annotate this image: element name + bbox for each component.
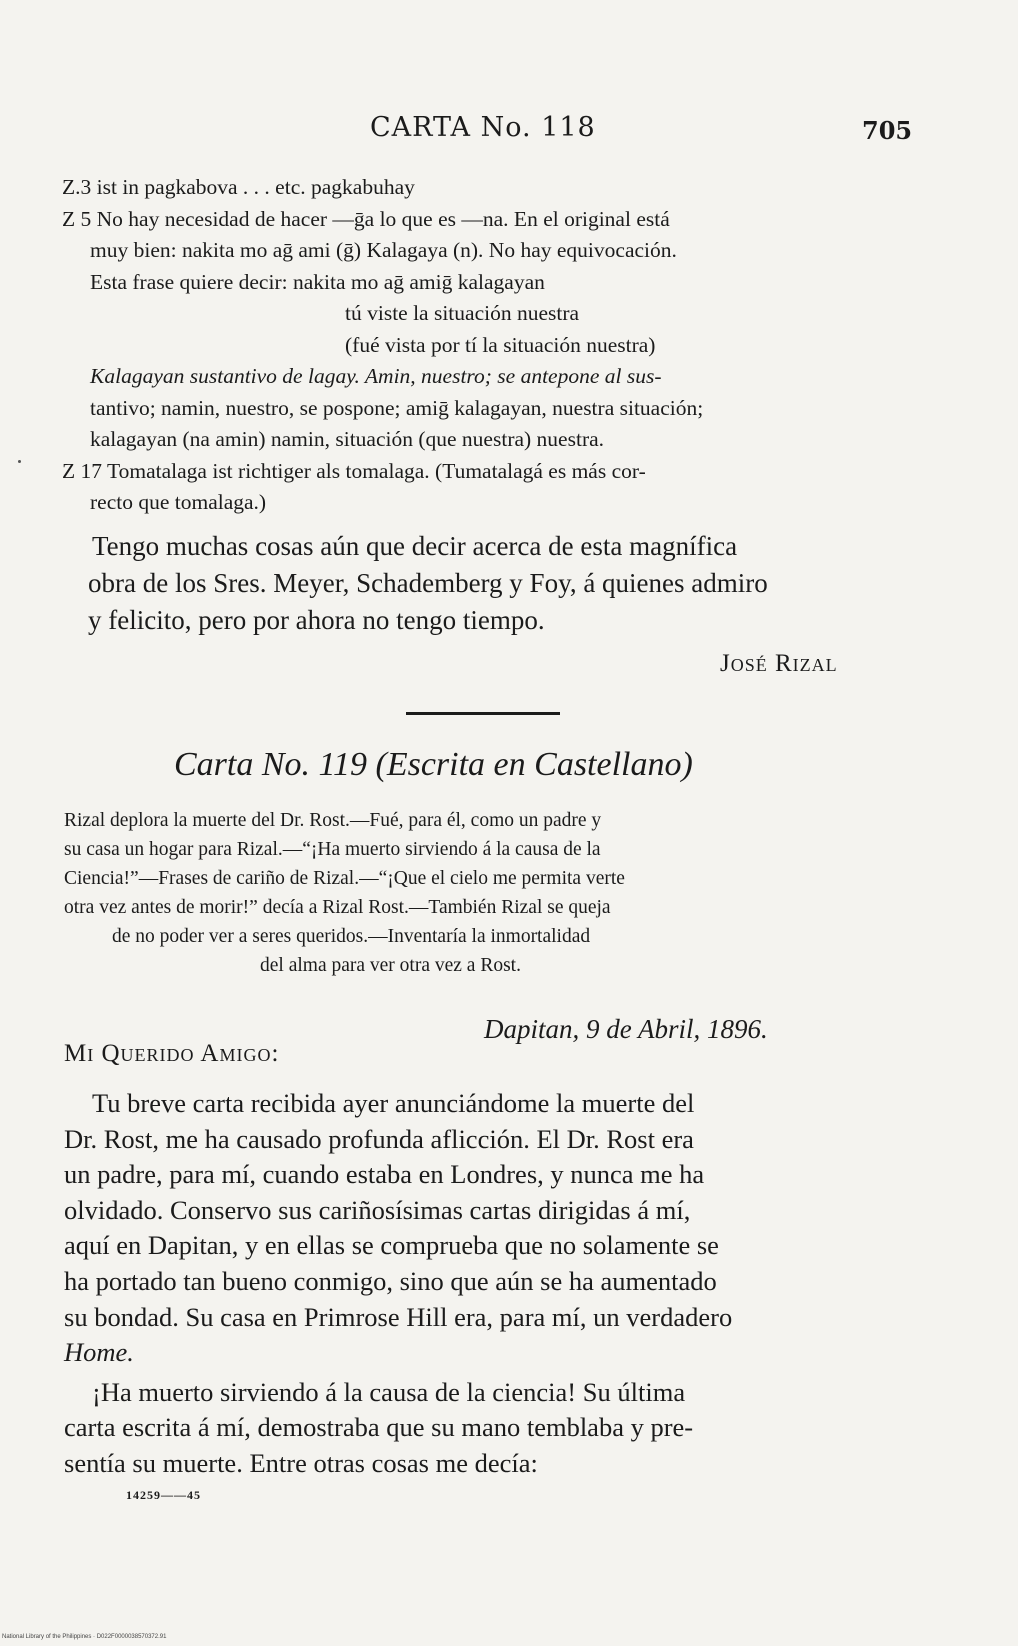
closing-paragraph bbox=[88, 528, 918, 639]
letter-heading: Carta No. 119 (Escrita en Castellano) bbox=[174, 746, 693, 783]
note-line: Esta frase quiere decir: nakita mo aḡ amiḡ kalagayan bbox=[90, 269, 545, 294]
margin-speck bbox=[18, 460, 21, 463]
body-line: sentía su muerte. Entre otras cosas me decía: bbox=[64, 1447, 538, 1478]
dateline: Dapitan, 9 de Abril, 1896. bbox=[484, 1014, 768, 1044]
note-line: (fué vista por tí la situación nuestra) bbox=[345, 332, 656, 357]
summary-line: Ciencia!”—Frases de cariño de Rizal.—“¡Que el cielo me permita verte bbox=[64, 868, 625, 889]
body-line: Dr. Rost, me ha causado profunda aflicción. El Dr. Rost era bbox=[64, 1123, 694, 1154]
body-line: aquí en Dapitan, y en ellas se comprueba que no solamente se bbox=[64, 1230, 719, 1261]
note-line: Z 17 Tomatalaga ist richtiger als tomalaga. (Tumatalagá es más cor- bbox=[62, 458, 646, 483]
note-line: tantivo; namin, nuestro, se pospone; amiḡ kalagayan, nuestra situación; bbox=[90, 395, 704, 420]
note-line: muy bien: nakita mo aḡ ami (ḡ) Kalagaya (n). No hay equivocación. bbox=[90, 238, 677, 262]
section-divider bbox=[406, 712, 560, 715]
letter-summary bbox=[64, 806, 904, 980]
letter-body bbox=[64, 1086, 904, 1482]
footer-credit: National Library of the Philippines · D022F0000038570372.91 bbox=[2, 1634, 167, 1640]
body-line: un padre, para mí, cuando estaba en Londres, y nunca me ha bbox=[64, 1159, 705, 1190]
note-line: tú viste la situación nuestra bbox=[345, 301, 580, 325]
closing-line: Tengo muchas cosas aún que decir acerca de esta magnífica bbox=[92, 531, 738, 561]
body-line: Home. bbox=[64, 1337, 134, 1368]
summary-line: otra vez antes de morir!” decía a Rizal Rost.—También Rizal se queja bbox=[64, 897, 611, 918]
running-head-title: CARTA No. 118 bbox=[370, 112, 596, 143]
running-head bbox=[0, 112, 1018, 152]
note-line: Z.3 ist in pagkabova . . . etc. pagkabuhay bbox=[62, 175, 415, 199]
note-line: kalagayan (na amin) namin, situación (que nuestra) nuestra. bbox=[90, 427, 605, 451]
signature: José Rizal bbox=[720, 650, 838, 677]
body-line: su bondad. Su casa en Primrose Hill era, para mí, un verdadero bbox=[64, 1301, 733, 1332]
summary-line: del alma para ver otra vez a Rost. bbox=[260, 955, 521, 976]
notes-block bbox=[62, 172, 918, 519]
closing-line: obra de los Sres. Meyer, Schademberg y Foy, á quienes admiro bbox=[88, 568, 768, 598]
page-number: 705 bbox=[862, 116, 913, 145]
summary-line: su casa un hogar para Rizal.—“¡Ha muerto sirviendo á la causa de la bbox=[64, 839, 601, 860]
body-line: ¡Ha muerto sirviendo á la causa de la ciencia! Su última bbox=[92, 1376, 686, 1407]
body-line: Tu breve carta recibida ayer anunciándome la muerte del bbox=[92, 1088, 695, 1118]
body-line: olvidado. Conservo sus cariñosísimas cartas dirigidas á mí, bbox=[64, 1194, 691, 1225]
salutation: Mi Querido Amigo: bbox=[64, 1040, 280, 1067]
body-line: ha portado tan bueno conmigo, sino que aún se ha aumentado bbox=[64, 1265, 717, 1296]
closing-line: y felicito, pero por ahora no tengo tiempo. bbox=[88, 605, 545, 635]
printer-signature-mark: 14259——45 bbox=[126, 1488, 201, 1502]
body-line: carta escrita á mí, demostraba que su mano temblaba y pre- bbox=[64, 1412, 694, 1443]
summary-line: Rizal deplora la muerte del Dr. Rost.—Fué, para él, como un padre y bbox=[64, 810, 602, 831]
note-line: Kalagayan sustantivo de lagay. Amin, nuestro; se antepone al sus- bbox=[90, 364, 662, 388]
summary-line: de no poder ver a seres queridos.—Inventaría la inmortalidad bbox=[112, 926, 591, 947]
note-line: Z 5 No hay necesidad de hacer —ḡa lo que es —na. En el original está bbox=[62, 206, 670, 231]
note-line: recto que tomalaga.) bbox=[90, 490, 267, 514]
